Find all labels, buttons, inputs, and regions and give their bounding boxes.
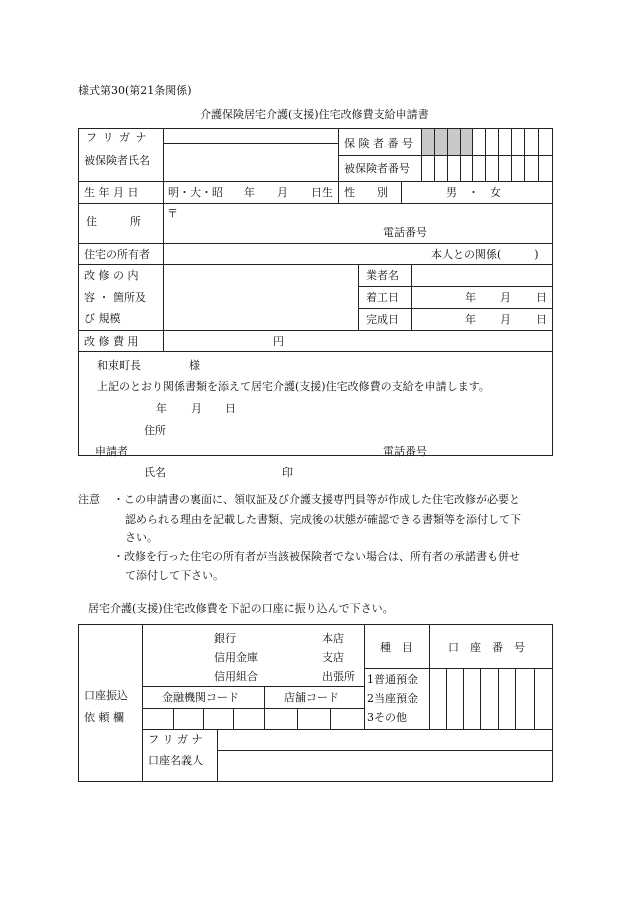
owner-label: 住宅の所有者	[84, 248, 150, 261]
complete-month: 月	[500, 313, 511, 326]
contents-label-1: 改 修 の 内	[84, 269, 139, 282]
bank-code-label: 金融機関コード	[162, 691, 239, 704]
applicant-phone-label: 電話番号	[383, 445, 427, 458]
postal-mark: 〒	[167, 207, 178, 220]
note-2-line-1: ・改修を行った住宅の所有者が当該被保険者でない場合は、所有者の承諾書も併せ	[113, 550, 520, 563]
start-month: 月	[500, 291, 511, 304]
bank-type-shinkin: 信用金庫	[214, 651, 258, 664]
transfer-label-2: 依 頼 欄	[84, 711, 124, 724]
contents-label-3: び 規模	[84, 312, 121, 325]
year-label: 年	[244, 186, 255, 199]
seal-label: 印	[282, 466, 293, 479]
applicant-label: 申請者	[95, 445, 128, 458]
complete-year: 年	[465, 313, 476, 326]
account-type-label: 種 目	[380, 641, 413, 654]
insured-name-label: 被保険者氏名	[84, 154, 150, 167]
phone-label: 電話番号	[383, 226, 427, 239]
application-year: 年	[156, 402, 167, 415]
start-date-label: 着工日	[366, 291, 399, 304]
branch-type-office: 出張所	[322, 670, 355, 683]
month-label: 月	[277, 186, 288, 199]
bank-type-kumiai: 信用組合	[214, 670, 258, 683]
bank-type-bank: 銀行	[214, 632, 236, 645]
era-options: 明・大・昭	[168, 186, 223, 199]
form-number: 様式第30(第21条関係)	[78, 84, 192, 97]
application-day: 日	[225, 402, 236, 415]
notes-label: 注意	[78, 493, 100, 506]
relation-label: 本人との関係( )	[431, 248, 539, 261]
account-type-toza: 2当座預金	[367, 692, 418, 705]
start-day: 日	[536, 291, 547, 304]
insured-number-label: 被保険者番号	[344, 162, 410, 175]
yen-label: 円	[273, 335, 284, 348]
applicant-address-label: 住所	[144, 424, 166, 437]
holder-furigana-label: フ リ ガ ナ	[148, 733, 203, 746]
bank-intro: 居宅介護(支援)住宅改修費を下記の口座に振り込んで下さい。	[88, 602, 394, 615]
complete-date-label: 完成日	[366, 313, 399, 326]
page-title: 介護保険居宅介護(支援)住宅改修費支給申請書	[200, 108, 429, 121]
addressee: 和束町長	[97, 359, 141, 372]
application-month: 月	[191, 402, 202, 415]
transfer-label-1: 口座振込	[84, 689, 128, 702]
complete-day: 日	[536, 313, 547, 326]
account-number-label: 口 座 番 号	[448, 641, 525, 654]
furigana-label: フ リ ガ ナ	[86, 131, 148, 144]
insurer-number-label: 保 険 者 番 号	[344, 137, 413, 150]
birthdate-label: 生 年 月 日	[84, 186, 139, 199]
note-1-line-2: 認められる理由を記載した書類、完成後の状態が確認できる書類等を添付して下	[125, 513, 521, 526]
sex-options: 男 ・ 女	[446, 186, 501, 199]
account-type-futsu: 1普通預金	[367, 673, 418, 686]
declaration-text: 上記のとおり関係書類を添えて居宅介護(支援)住宅改修費の支給を申請します。	[97, 380, 490, 393]
note-2-line-2: て添付して下さい。	[125, 569, 224, 582]
note-1-line-1: ・この申請書の裏面に、領収証及び介護支援専門員等が作成した住宅改修が必要と	[113, 493, 520, 506]
branch-type-branch: 支店	[322, 651, 344, 664]
branch-code-label: 店舗コード	[284, 691, 339, 704]
contractor-label: 業者名	[366, 269, 399, 282]
sama-label: 様	[189, 359, 200, 372]
day-born-label: 日生	[311, 186, 333, 199]
sex-label: 性 別	[344, 186, 388, 199]
start-year: 年	[465, 291, 476, 304]
note-1-line-3: さい。	[125, 531, 158, 544]
branch-type-head: 本店	[322, 632, 344, 645]
applicant-name-label: 氏名	[144, 466, 166, 479]
account-type-other: 3その他	[367, 711, 407, 724]
contents-label-2: 容 ・ 箇所及	[84, 291, 146, 304]
cost-label: 改 修 費 用	[84, 335, 139, 348]
address-label: 住 所	[86, 215, 141, 228]
account-holder-label: 口座名義人	[148, 754, 203, 767]
